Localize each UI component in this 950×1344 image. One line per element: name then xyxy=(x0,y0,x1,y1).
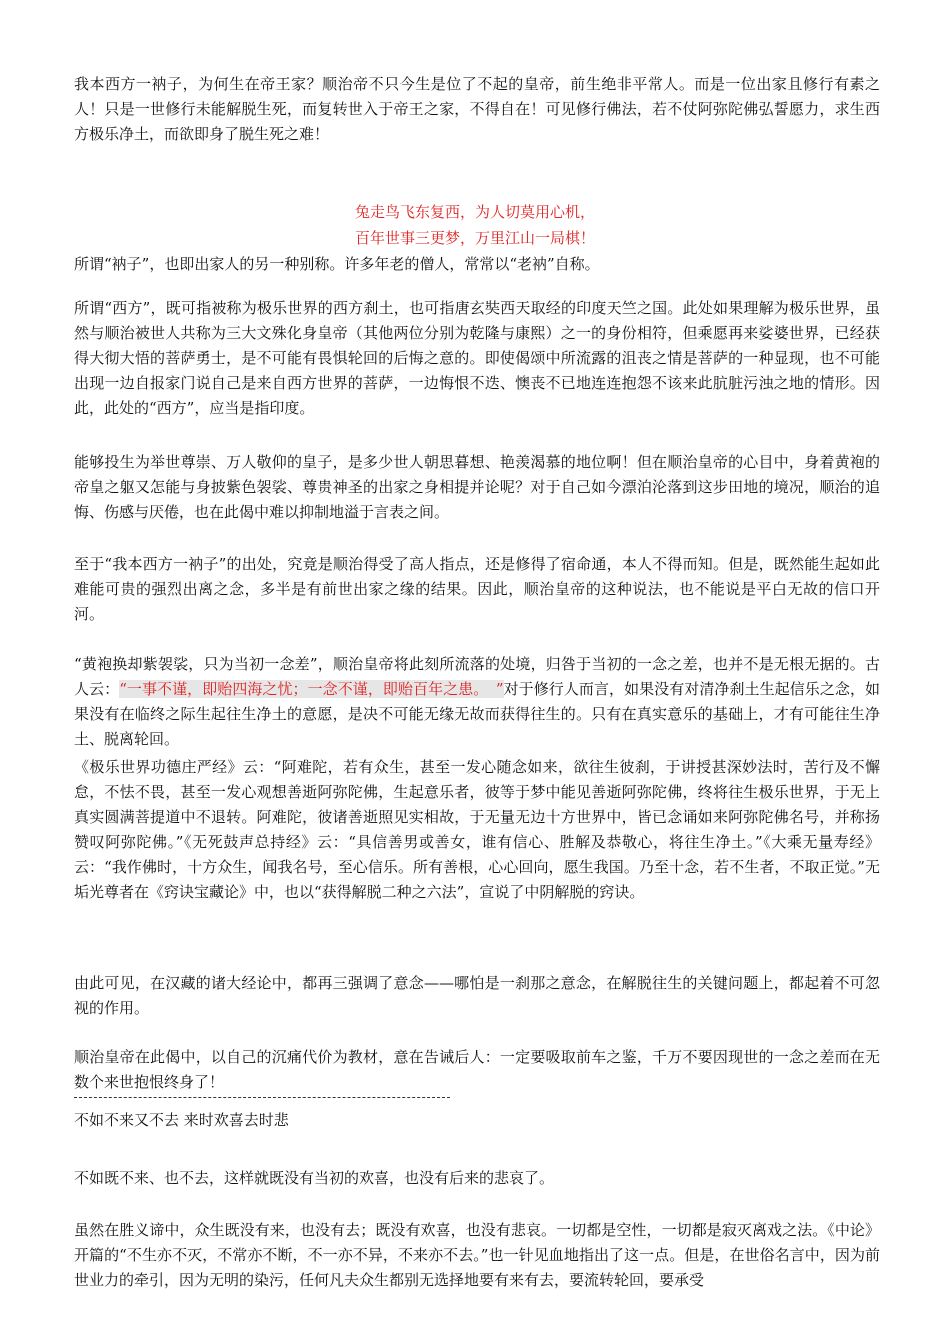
paragraph-one-thought xyxy=(74,652,880,752)
paragraph-west-meaning: 所谓“西方”，既可指被称为极乐世界的西方刹土，也可指唐玄奘西天取经的印度天竺之国。此处如果理解为极乐世界，虽然与顺治被世人共称为三大文殊化身皇帝（其他两位分别为乾隆与康熙）之一的身份相符，但乘愿再来娑婆世界，已经获得大彻大悟的菩萨勇士，是不可能有畏惧轮回的后悔之意的。即使偈颂中所流露的沮丧之情是菩萨的一种显现，也不可能出现一边自报家门说自己是来自西方世界的菩萨，一边悔恨不迭、懊丧不已地连连抱怨不该来此肮脏污浊之地的情形。因此，此处的“西方”，应当是指印度。 xyxy=(74,299,880,417)
paragraph-warning: 顺治皇帝在此偈中，以自己的沉痛代价为教材，意在告诫后人：一定要吸取前车之鉴，千万不要因现世的一念之差而在无数个来世抱恨终身了！ xyxy=(74,1048,880,1091)
dashed-divider xyxy=(74,1097,450,1098)
paragraph-text-before-quote: “黄袍换却紫袈裟，只为当初一念差”，顺治皇帝将此刻所流落的处境，归咎于当初的一念之差，也并不是无根无据的。古人云： xyxy=(74,655,880,698)
paragraph-text-after-quote: 对于修行人而言，如果没有对清净刹土生起信乐之念，如果没有在临终之际生起往生净土的意愿，是决不可能无缘无故而获得往生的。只有在真实意乐的基础上，才有可能往生净土、脱离轮回。 xyxy=(74,680,880,748)
paragraph-conclusion: 由此可见，在汉藏的诸大经论中，都再三强调了意念——哪怕是一刹那之意念，在解脱往生的关键问题上，都起着不可忽视的作用。 xyxy=(74,974,880,1017)
paragraph-origin: 至于“我本西方一衲子”的出处，究竟是顺治得受了高人指点，还是修得了宿命通，本人不得而知。但是，既然能生起如此难能可贵的强烈出离之念，多半是有前世出家之缘的结果。因此，顺治皇帝的这种说法，也不能说是平白无故的信口开河。 xyxy=(74,555,880,623)
poem-line-2: 百年世事三更梦，万里江山一局棋！ xyxy=(354,229,595,247)
paragraph-intro: 我本西方一衲子，为何生在帝王家？顺治帝不只今生是位了不起的皇帝，前生绝非平常人。而是一位出家且修行有素之人！只是一世修行未能解脱生死，而复转世入于帝王之家，不得自在！可见修行佛法，若不仗阿弥陀佛弘誓愿力，求生西方极乐净土，而欲即身了脱生死之难！ xyxy=(74,75,880,143)
paragraph-sutra-quotes: 《极乐世界功德庄严经》云：“阿难陀，若有众生，甚至一发心随念如来，欲往生彼刹，于讲授甚深妙法时，苦行及不懈怠，不怯不畏，甚至一发心观想善逝阿弥陀佛，生起意乐者，彼等于梦中能见善逝阿弥陀佛，终将往生极乐世界，于无上真实圆满菩提道中不退转。阿难陀，彼诸善逝照见实相故，于无量无边十方世界中，皆已念诵如来阿弥陀佛名号，并称扬赞叹阿弥陀佛。”《无死鼓声总持经》云：“具信善男或善女，谁有信心、胜解及恭敬心，将往生净土。”《大乘无量寿经》云：“我作佛时，十方众生，闻我名号，至心信乐。所有善根，心心回向，愿生我国。乃至十念，若不生者，不取正觉。”无垢光尊者在《窍诀宝藏论》中，也以“获得解脱二种之六法”，宣说了中阴解脱的窍诀。 xyxy=(74,758,880,901)
poem-line-1: 兔走鸟飞东复西，为人切莫用心机， xyxy=(354,203,595,221)
paragraph-prince-status: 能够投生为举世尊崇、万人敬仰的皇子，是多少世人朝思暮想、艳羡渴慕的地位啊！但在顺治皇帝的心目中，身着黄袍的帝皇之躯又怎能与身披紫色袈裟、尊贵神圣的出家之身相提并论呢？对于自己如今漂泊沦落到这步田地的境况，顺治的追悔、伤感与厌倦，也在此偈中难以抑制地溢于言表之间。 xyxy=(74,453,880,521)
paragraph-no-coming-going: 不如既不来、也不去，这样就既没有当初的欢喜，也没有后来的悲哀了。 xyxy=(74,1169,555,1187)
section-heading: 不如不来又不去 来时欢喜去时悲 xyxy=(74,1111,289,1129)
paragraph-nazi-definition: 所谓“衲子”，也即出家人的另一种别称。许多年老的僧人，常常以“老衲”自称。 xyxy=(74,255,600,273)
paragraph-ultimate-truth: 虽然在胜义谛中，众生既没有来，也没有去；既没有欢喜，也没有悲哀。一切都是空性，一切都是寂灭离戏之法。《中论》开篇的“不生亦不灭，不常亦不断，不一亦不异，不来亦不去。”也一针见血地指出了这一点。但是，在世俗名言中，因为前世业力的牵引，因为无明的染污，任何凡夫众生都别无选择地要有来有去，要流转轮回，要承受 xyxy=(74,1221,880,1289)
highlighted-quote: “一事不谨，即贻四海之忧；一念不谨，即贻百年之患。 ” xyxy=(119,680,504,698)
